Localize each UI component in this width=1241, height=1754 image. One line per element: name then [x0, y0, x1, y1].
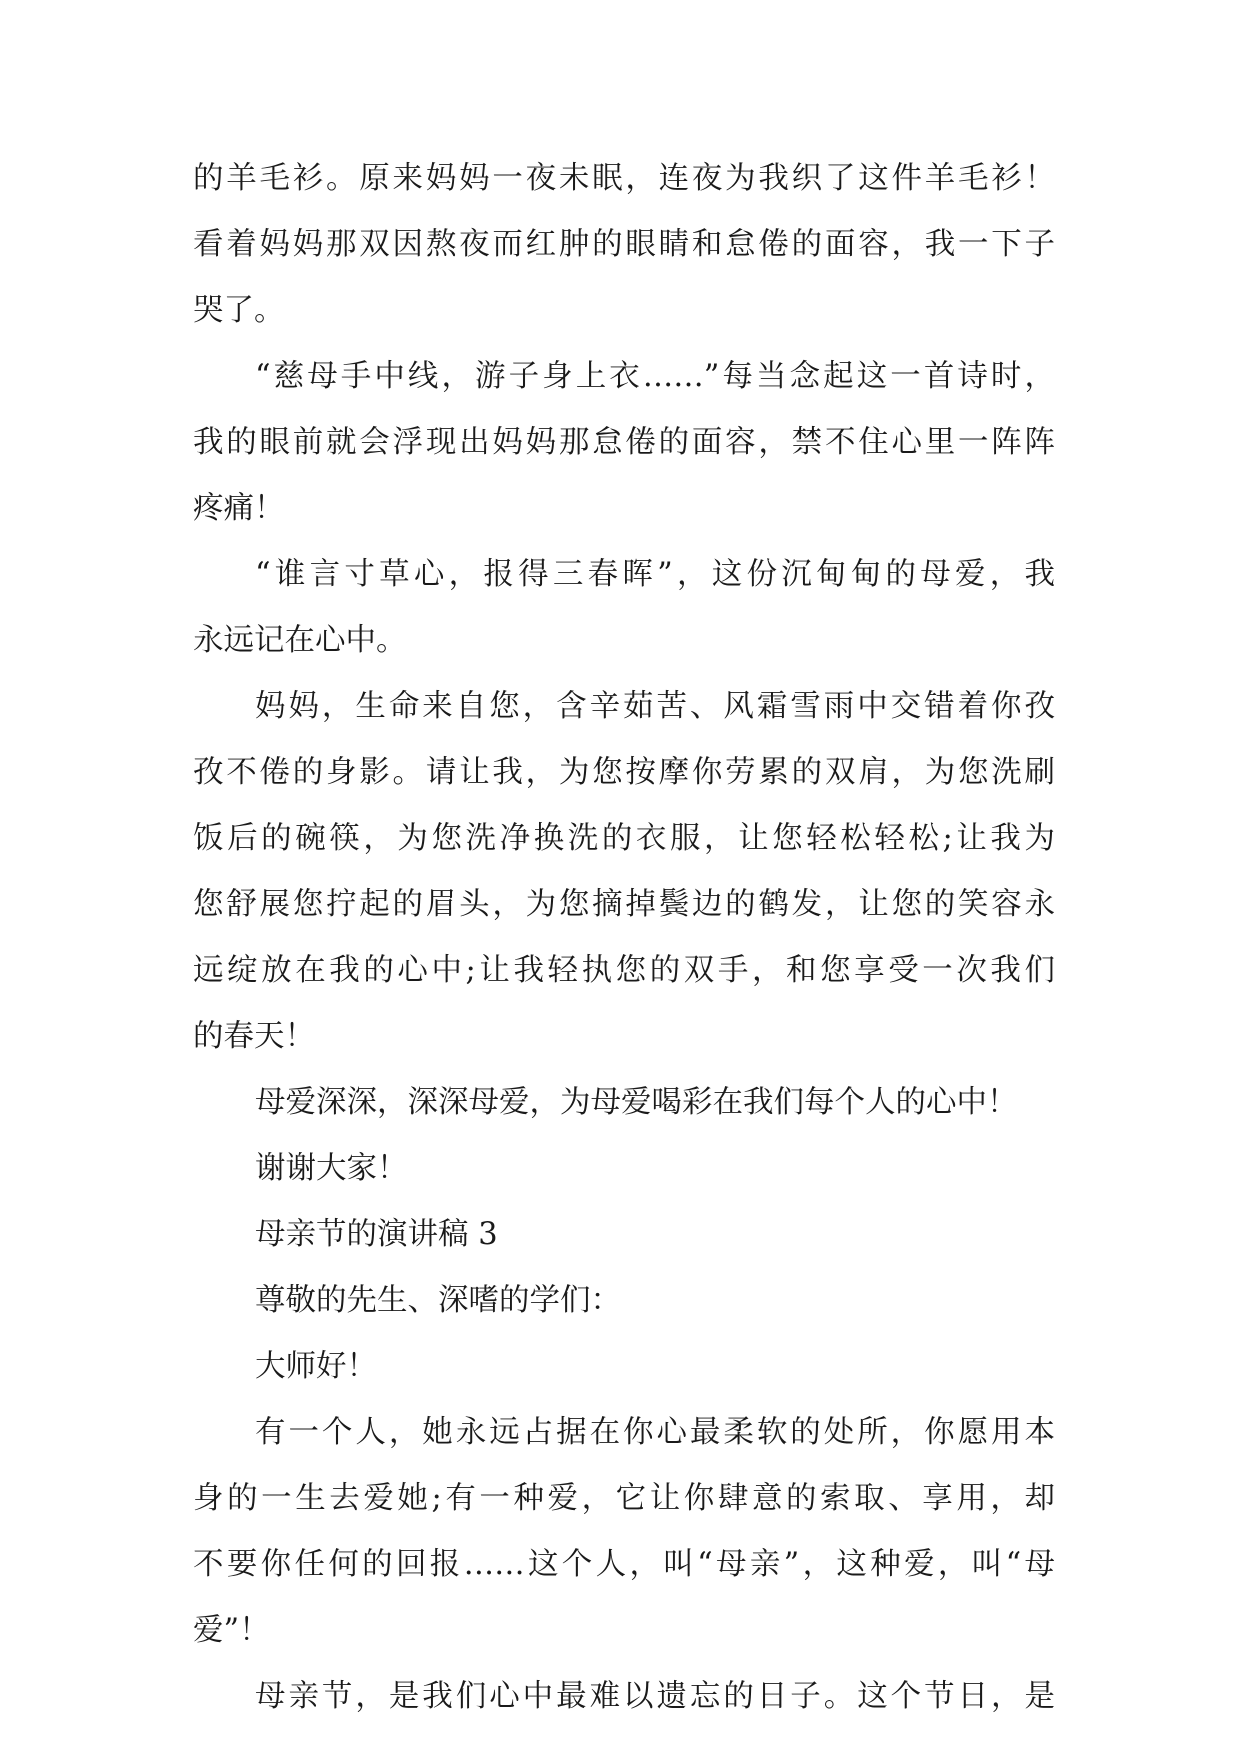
text-line: 妈妈，生命来自您，含辛茹苦、风霜雪雨中交错着你孜	[255, 689, 1055, 724]
text-line: 孜不倦的身影。请让我，为您按摩你劳累的双肩，为您洗刷	[193, 755, 1055, 790]
text-line: 的羊毛衫。原来妈妈一夜未眠，连夜为我织了这件羊毛衫！	[193, 161, 1055, 196]
text-line: 大师好！	[255, 1349, 377, 1384]
text-line: 疼痛！	[193, 491, 285, 526]
text-line: 身的一生去爱她;有一种爱，它让你肆意的索取、享用，却	[193, 1481, 1055, 1516]
text-line: “慈母手中线，游子身上衣……”每当念起这一首诗时，	[255, 359, 1055, 394]
text-line: 谢谢大家！	[255, 1151, 408, 1186]
text-line: 不要你任何的回报……这个人，叫“母亲”，这种爱，叫“母	[193, 1547, 1055, 1582]
text-line: 饭后的碗筷，为您洗净换洗的衣服，让您轻松轻松;让我为	[193, 821, 1055, 856]
text-line: 哭了。	[193, 293, 285, 328]
section-heading: 母亲节的演讲稿 3	[255, 1217, 498, 1252]
text-line: 有一个人，她永远占据在你心最柔软的处所，你愿用本	[255, 1415, 1055, 1450]
text-line: 永远记在心中。	[193, 623, 407, 658]
text-line: 母爱深深，深深母爱，为母爱喝彩在我们每个人的心中！	[255, 1085, 1018, 1120]
text-line: 远绽放在我的心中;让我轻执您的双手，和您享受一次我们	[193, 953, 1055, 988]
text-line: 您舒展您拧起的眉头，为您摘掉鬓边的鹤发，让您的笑容永	[193, 887, 1055, 922]
text-line: 爱”！	[193, 1613, 270, 1648]
text-line: 我的眼前就会浮现出妈妈那怠倦的面容，禁不住心里一阵阵	[193, 425, 1055, 460]
text-line: 母亲节，是我们心中最难以遗忘的日子。这个节日，是	[255, 1679, 1055, 1714]
text-line: 尊敬的先生、深嗜的学们：	[255, 1283, 621, 1318]
text-line: 看着妈妈那双因熬夜而红肿的眼睛和怠倦的面容，我一下子	[193, 227, 1055, 262]
text-line: 的春天！	[193, 1019, 315, 1054]
text-line: “谁言寸草心，报得三春晖”，这份沉甸甸的母爱，我	[255, 557, 1055, 592]
